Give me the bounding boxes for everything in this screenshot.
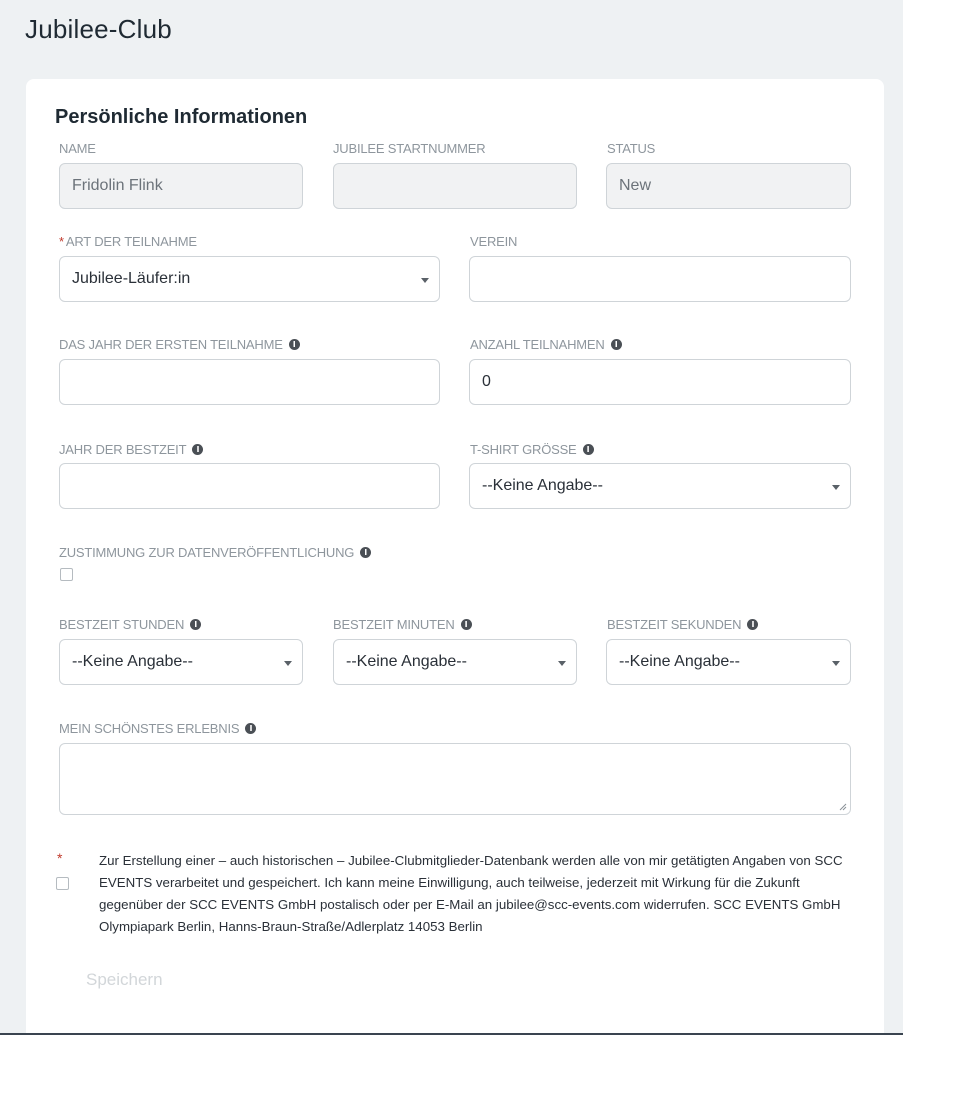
minuten-select[interactable] [333,639,577,685]
sekunden-select[interactable] [606,639,851,685]
tshirt-select[interactable] [469,463,851,509]
caret-down-icon [832,485,840,490]
status-value: New [619,177,652,194]
art-label [59,234,197,249]
info-icon[interactable]: I [190,619,201,630]
stunden-select[interactable] [59,639,303,685]
info-icon[interactable]: I [245,723,256,734]
caret-down-icon [421,278,429,283]
jahr-bestzeit-input[interactable] [59,463,440,509]
consent-checkbox[interactable] [56,877,69,890]
name-label [59,141,96,156]
verein-label [470,234,517,249]
anzahl-input[interactable] [469,359,851,405]
erlebnis-label [59,721,256,736]
bottom-divider [0,1033,903,1035]
info-icon[interactable]: I [289,339,300,350]
tshirt-value: --Keine Angabe-- [482,477,603,494]
caret-down-icon [284,661,292,666]
stunden-label-text: BESTZEIT STUNDEN [59,617,185,632]
startnummer-label [333,141,485,156]
anzahl-label [470,337,622,352]
zustimmung-label-text: ZUSTIMMUNG ZUR DATENVERÖFFENTLICHUNG [59,545,355,560]
info-icon[interactable]: I [192,444,203,455]
info-icon[interactable]: I [583,444,594,455]
art-value: Jubilee-Läufer:in [72,270,191,287]
startnummer-field[interactable] [333,163,577,209]
app-title: Jubilee-Club [25,14,172,44]
caret-down-icon [832,661,840,666]
art-label-text: ART DER TEILNAHME [65,234,197,249]
zustimmung-checkbox[interactable] [60,568,73,581]
jahr-bestzeit-label [59,442,203,457]
tshirt-label-text: T-SHIRT GRÖSSE [470,442,577,457]
name-label-text: NAME [59,141,96,156]
zustimmung-label [59,545,371,560]
verein-input[interactable] [469,256,851,302]
required-mark: * [59,234,64,249]
consent-text: Zur Erstellung einer – auch historischen – Jubilee-Clubmitglieder-Datenbank werden alle von mir getätigten Angaben von SCC EVENTS verarbeitet und gespeichert. Ich kann meine Einwilligung, auch teilweise, jederzeit mit Wirkung für die Zukunft gegenüber der SCC EVENTS GmbH postalisch oder per E-Mail an jubilee@scc-events.com widerrufen. SCC EVENTS GmbH Olympiapark Berlin, Hanns-Braun-Straße/Adlerplatz 14053 Berlin [99,853,843,934]
caret-down-icon [558,661,566,666]
stunden-value: --Keine Angabe-- [72,653,193,670]
sekunden-label [607,617,758,632]
minuten-label [333,617,472,632]
erlebnis-textarea[interactable] [59,743,851,815]
erstes-jahr-label [59,337,300,352]
sekunden-value: --Keine Angabe-- [619,653,740,670]
minuten-label-text: BESTZEIT MINUTEN [333,617,455,632]
stunden-label [59,617,201,632]
startnummer-label-text: JUBILEE STARTNUMMER [333,141,486,156]
sekunden-label-text: BESTZEIT SEKUNDEN [607,617,742,632]
info-icon[interactable]: I [747,619,758,630]
info-icon[interactable]: I [611,339,622,350]
tshirt-label [470,442,594,457]
name-value: Fridolin Flink [72,177,163,194]
minuten-value: --Keine Angabe-- [346,653,467,670]
name-field[interactable] [59,163,303,209]
save-button[interactable]: Speichern [86,970,163,989]
resize-grip-icon[interactable] [839,803,847,811]
erstes-jahr-input[interactable] [59,359,440,405]
status-label-text: STATUS [607,141,656,156]
status-label [607,141,655,156]
art-select[interactable] [59,256,440,302]
anzahl-value: 0 [482,373,491,390]
info-icon[interactable]: I [360,547,371,558]
erstes-jahr-label-text: DAS JAHR DER ERSTEN TEILNAHME [59,337,283,352]
erlebnis-label-text: MEIN SCHÖNSTES ERLEBNIS [59,721,240,736]
section-title: Persönliche Informationen [55,106,308,128]
anzahl-label-text: ANZAHL TEILNAHMEN [470,337,605,352]
info-icon[interactable]: I [461,619,472,630]
consent-required-mark: * [57,850,63,866]
status-field[interactable] [606,163,851,209]
jahr-bestzeit-label-text: JAHR DER BESTZEIT [59,442,187,457]
verein-label-text: VEREIN [470,234,518,249]
